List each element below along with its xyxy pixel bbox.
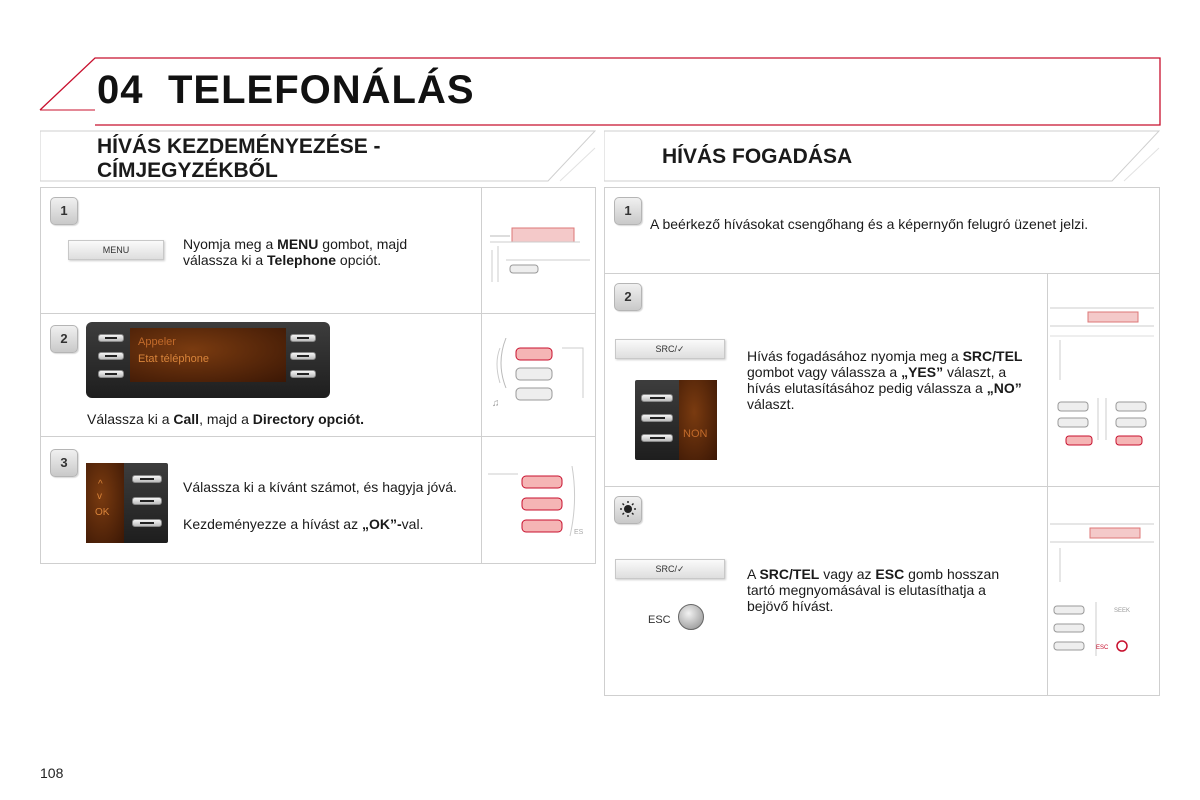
left-step3-text1: Válassza ki a kívánt számot, és hagyja jóvá. xyxy=(183,479,457,495)
left-step3-thumbnail xyxy=(488,466,588,546)
radio-display-panel xyxy=(86,322,330,398)
chapter-title: TELEFONÁLÁS xyxy=(168,68,475,112)
left-step3-text2: Kezdeményezze a hívást az „OK”-val. xyxy=(183,516,424,532)
svg-text:ESC: ESC xyxy=(1096,645,1109,651)
left-step1-number: 1 xyxy=(50,197,78,225)
page-number: 108 xyxy=(40,765,64,781)
menu-button[interactable]: MENU xyxy=(68,240,164,260)
left-step2-thumbnail xyxy=(488,338,588,418)
right-section-title: HÍVÁS FOGADÁSA xyxy=(662,145,853,168)
chapter-number: 04 xyxy=(97,68,144,112)
right-step1-text: A beérkező hívásokat csengőhang és a képernyőn felugró üzenet jelzi. xyxy=(650,216,1089,232)
lcd-line-2: Etat téléphone xyxy=(138,353,209,365)
src-tel-button[interactable]: SRC/✓ xyxy=(615,339,725,359)
left-step2-text: Válassza ki a Call, majd a Directory opciót. xyxy=(87,411,365,427)
right-step1-number: 1 xyxy=(614,197,642,225)
left-step2-number: 2 xyxy=(50,325,78,353)
svg-text:ES: ES xyxy=(574,529,584,536)
svg-text:SEEK: SEEK xyxy=(1114,608,1131,614)
left-step1-thumbnail xyxy=(490,220,590,290)
right-step2-number: 2 xyxy=(614,283,642,311)
right-step2-thumbnail xyxy=(1050,300,1154,460)
right-tip-thumbnail xyxy=(1050,516,1154,676)
esc-label: ESC xyxy=(648,614,671,626)
yes-no-panel xyxy=(635,380,717,460)
src-tel-button-2[interactable]: SRC/✓ xyxy=(615,559,725,579)
esc-button[interactable] xyxy=(678,604,704,630)
svg-text:♫: ♫ xyxy=(492,398,500,409)
lcd-ok: OK xyxy=(95,507,110,518)
lcd-line-1: Appeler xyxy=(138,336,176,348)
ok-selector-panel: ^ v OK xyxy=(86,463,168,543)
left-section-title-line1: HÍVÁS KEZDEMÉNYEZÉSE - xyxy=(97,135,381,158)
right-step2-text: Hívás fogadásához nyomja meg a SRC/TEL gombot vagy válassza a „YES” választ, a hívás elutasításához pedig válassza a „NO” választ. xyxy=(747,348,1023,412)
left-section-title-line2: CÍMJEGYZÉKBŐL xyxy=(97,159,278,182)
left-step1-text: Nyomja meg a MENU gombot, majd válassza ki a Telephone opciót. xyxy=(183,236,408,268)
left-step3-number: 3 xyxy=(50,449,78,477)
lcd-non: NON xyxy=(683,428,708,440)
tip-bulb-icon xyxy=(614,496,642,524)
right-tip-text: A SRC/TEL vagy az ESC gomb hosszan tartó megnyomásával is elutasíthatja a bejövő hívást. xyxy=(747,566,1000,614)
